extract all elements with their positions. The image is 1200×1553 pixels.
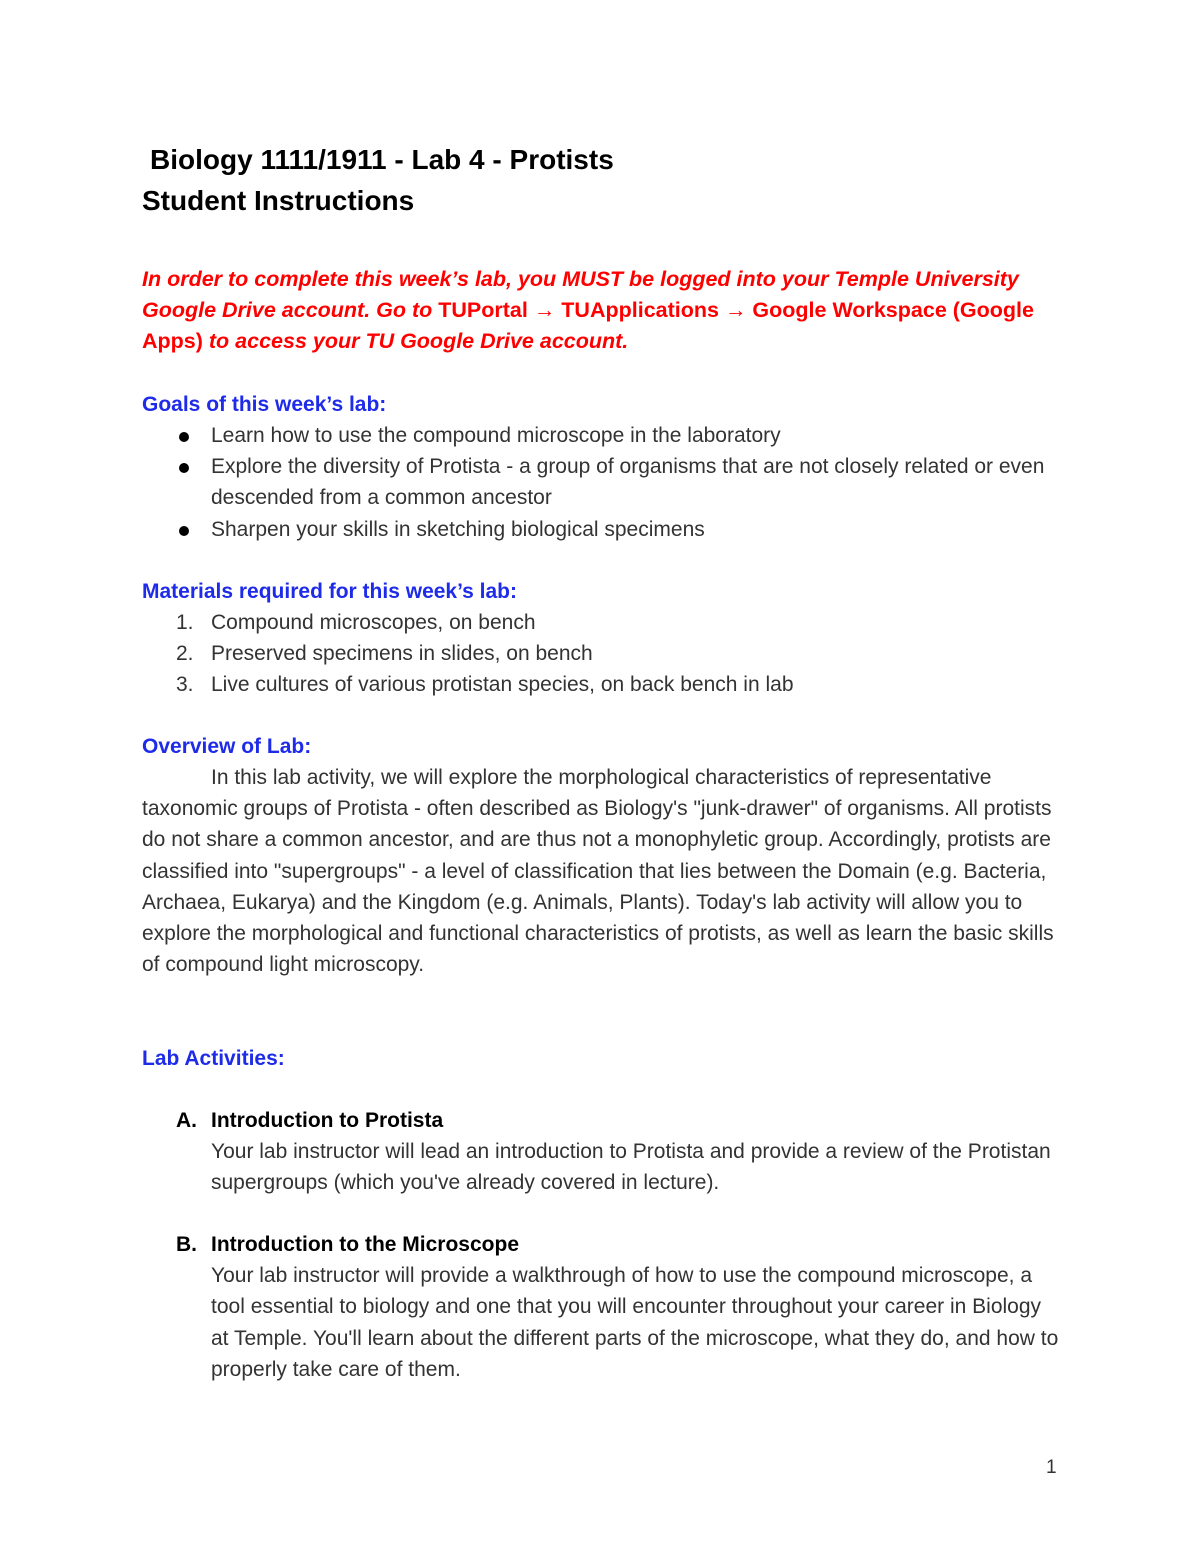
material-text: Preserved specimens in slides, on bench	[211, 642, 593, 666]
goals-list	[142, 420, 1072, 545]
list-item	[142, 607, 1072, 638]
goal-text: Sharpen your skills in sketching biological specimens	[211, 517, 705, 541]
list-number: 2.	[176, 642, 194, 666]
goal-text: Explore the diversity of Protista - a group of organisms that are not closely related or even descended from a common ancestor	[211, 455, 1045, 510]
activity-letter: B.	[176, 1233, 197, 1256]
activity-title: Introduction to the Microscope	[211, 1233, 519, 1256]
list-item	[142, 638, 1072, 669]
activities-heading: Lab Activities:	[142, 1047, 285, 1070]
list-item	[142, 420, 1072, 451]
activity-body: Your lab instructor will provide a walkthrough of how to use the compound microscope, a tool essential to biology and one that you will encounter throughout your career in Biology at Temple. You'll learn about the different parts of the microscope, what they do, and how to properly take care of them.	[211, 1264, 1059, 1381]
materials-list	[142, 607, 1072, 701]
list-item	[142, 514, 1072, 545]
page-number: 1	[1046, 1457, 1057, 1478]
overview-heading: Overview of Lab:	[142, 735, 312, 758]
list-item	[142, 451, 1072, 513]
activity-body: Your lab instructor will lead an introduction to Protista and provide a review of the Protistan supergroups (which you've already covered in lecture).	[211, 1140, 1051, 1195]
list-number: 1.	[176, 611, 194, 634]
bullet-icon	[179, 463, 189, 473]
notice-text-start: In order to complete this week’s lab, you MUST be logged into your Temple University Google Drive account. Go to	[142, 267, 1019, 323]
activity-title: Introduction to Protista	[211, 1109, 444, 1132]
materials-heading: Materials required for this week’s lab:	[142, 580, 518, 603]
list-item	[142, 669, 1072, 700]
overview-paragraph: In this lab activity, we will explore the morphological characteristics of representative taxonomic groups of Protista - often described as Biology's "junk-drawer" of organisms. All protists do not share a common ancestor, and are thus not a monophyletic group. Accordingly, protists are classified into "supergroups" - a level of classification that lies between the Domain (e.g. Bacteria, Archaea, Eukarya) and the Kingdom (e.g. Animals, Plants). Today's lab activity will allow you to explore the morphological and functional characteristics of protists, as well as learn the basic skills of compound light microscopy.	[142, 766, 1054, 977]
material-text: Live cultures of various protistan species, on back bench in lab	[211, 673, 794, 697]
activity-letter: A.	[176, 1109, 197, 1132]
document-title: Biology 1111/1911 - Lab 4 - Protists	[150, 144, 614, 175]
document-subtitle: Student Instructions	[142, 185, 415, 216]
list-number: 3.	[176, 673, 194, 697]
bullet-icon	[179, 432, 189, 442]
bullet-icon	[179, 526, 189, 536]
goals-heading: Goals of this week’s lab:	[142, 393, 387, 416]
material-text: Compound microscopes, on bench	[211, 611, 536, 634]
activity-a	[142, 1105, 1072, 1199]
login-notice	[142, 264, 1042, 358]
activity-b	[142, 1229, 1072, 1385]
notice-text-end: to access your TU Google Drive account.	[202, 329, 629, 354]
notice-navigation-path: TUPortal → TUApplications → Google Workspace (Google Apps)	[142, 298, 1034, 354]
goal-text: Learn how to use the compound microscope in the laboratory	[211, 424, 781, 447]
